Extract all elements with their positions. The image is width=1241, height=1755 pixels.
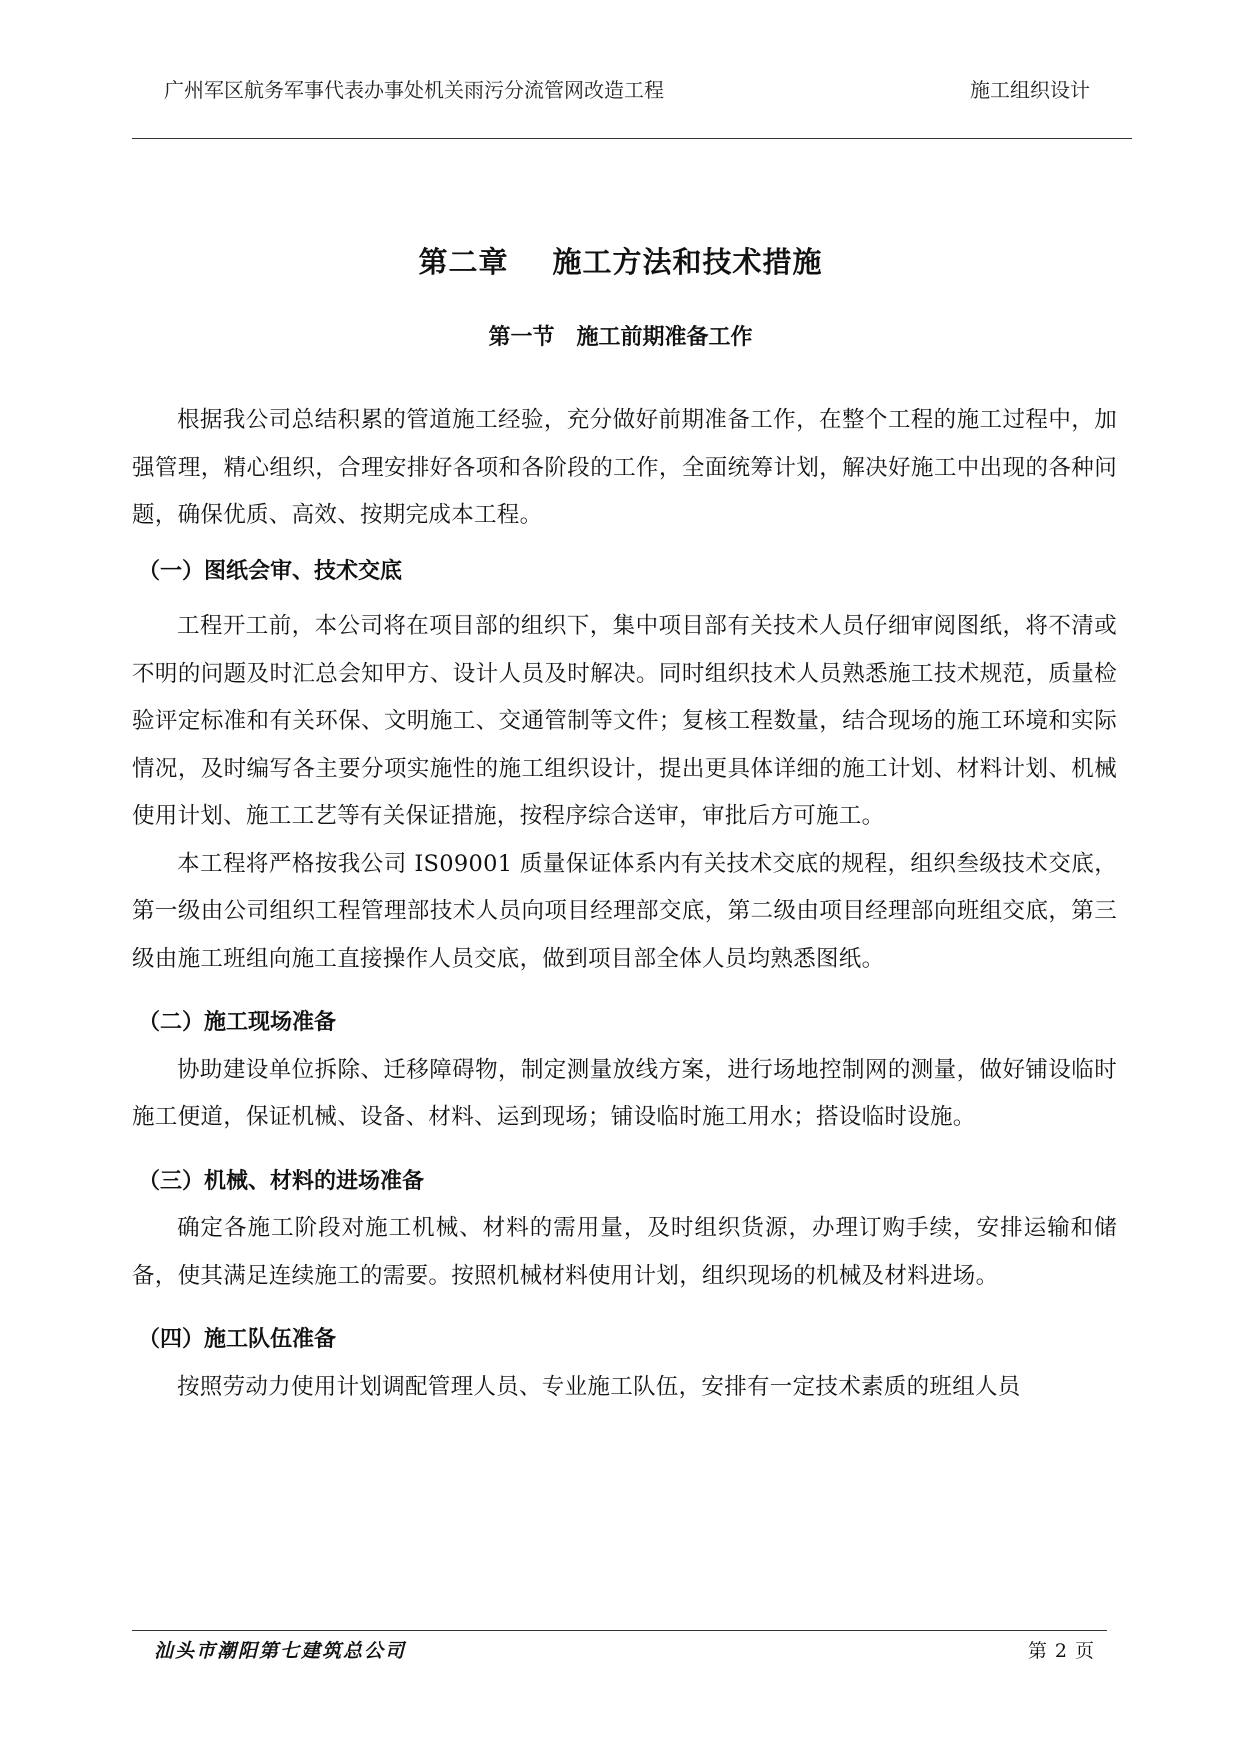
paragraph: 协助建设单位拆除、迁移障碍物，制定测量放线方案，进行场地控制网的测量，做好铺设临时施工便道，保证机械、设备、材料、运到现场；铺设临时施工用水；搭设临时设施。 (132, 1056, 1117, 1130)
footer-divider (132, 1630, 1107, 1631)
header-doc-type: 施工组织设计 (970, 78, 1090, 102)
chapter-name: 施工方法和技术措施 (552, 245, 823, 279)
page-footer (132, 1636, 1107, 1670)
paragraph: 工程开工前，本公司将在项目部的组织下，集中项目部有关技术人员仔细审阅图纸，将不清或不明的问题及时汇总会知甲方、设计人员及时解决。同时组织技术人员熟悉施工技术规范，质量检验评定标准和有关环保、文明施工、交通管制等文件；复核工程数量，结合现场的施工环境和实际情况，及时编写各主要分项实施性的施工组织设计，提出更具体详细的施工计划、材料计划、机械使用计划、施工工艺等有关保证措施，按程序综合送审，审批后方可施工。 (132, 613, 1117, 829)
page-number: 第 2 页 (1027, 1640, 1095, 1662)
document-body (132, 397, 1117, 1411)
intro-paragraph: 根据我公司总结积累的管道施工经验，充分做好前期准备工作，在整个工程的施工过程中，加强管理，精心组织，合理安排好各项和各阶段的工作，全面统筹计划，解决好施工中出现的各种问题，确保优质、高效、按期完成本工程。 (132, 407, 1117, 528)
header-project-title: 广州军区航务军事代表办事处机关雨污分流管网改造工程 (164, 78, 664, 102)
paragraph: 本工程将严格按我公司 IS09001 质量保证体系内有关技术交底的规程，组织叁级技术交底，第一级由公司组织工程管理部技术人员向项目经理部交底，第二级由项目经理部向班组交底，第三级由施工班组向施工直接操作人员交底，做到项目部全体人员均熟悉图纸。 (132, 850, 1117, 972)
footer-company: 汕头市潮阳第七建筑总公司 (154, 1640, 407, 1662)
paragraph: 确定各施工阶段对施工机械、材料的需用量，及时组织货源，办理订购手续，安排运输和储备，使其满足连续施工的需要。按照机械材料使用计划，组织现场的机械及材料进场。 (132, 1215, 1117, 1289)
chapter-number: 第二章 (418, 245, 509, 279)
section-title (0, 320, 1241, 351)
subsection-heading-2: （二）施工现场准备 (138, 1009, 337, 1035)
section-number: 第一节 (488, 324, 555, 350)
paragraph: 按照劳动力使用计划调配管理人员、专业施工队伍，安排有一定技术素质的班组人员 (177, 1373, 1021, 1400)
subsection-heading-4: （四）施工队伍准备 (138, 1326, 337, 1352)
page-header (132, 74, 1132, 114)
subsection-heading-1: （一）图纸会审、技术交底 (138, 557, 403, 584)
section-name: 施工前期准备工作 (576, 324, 753, 350)
header-divider (132, 138, 1132, 139)
chapter-title (0, 240, 1241, 281)
subsection-heading-3: （三）机械、材料的进场准备 (138, 1167, 425, 1194)
